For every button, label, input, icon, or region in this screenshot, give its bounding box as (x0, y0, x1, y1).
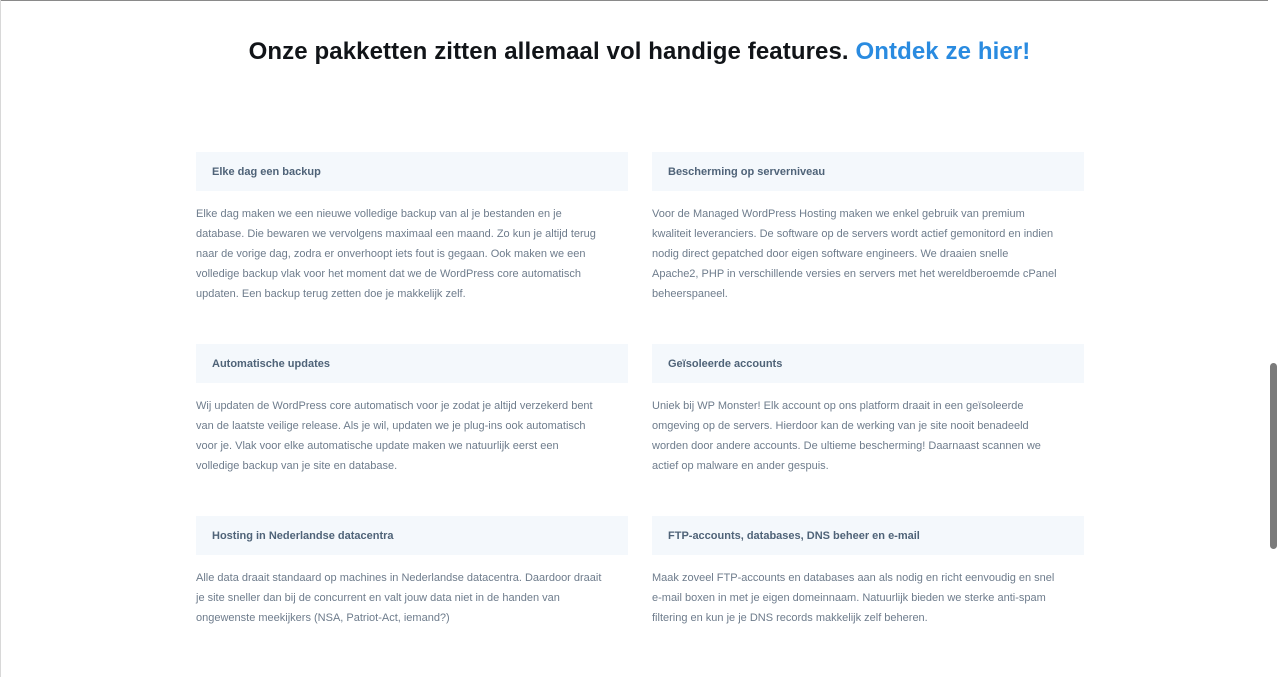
feature-title: Automatische updates (212, 357, 330, 370)
scrollbar-thumb[interactable] (1270, 363, 1277, 549)
feature-automatic-updates (196, 344, 628, 476)
feature-description: Wij updaten de WordPress core automatisch voor je zodat je altijd verzekerd bent van de laatste veilige release. Als je wil, updaten we je plug-ins ook automatisch voor je. Vlak voor elke automatische update maken we natuurlijk eerst een volledige backup van je site en database. (196, 400, 593, 472)
feature-server-protection (652, 152, 1084, 304)
feature-header (196, 516, 628, 555)
feature-header (652, 344, 1084, 383)
feature-header (196, 344, 628, 383)
window-top-border (0, 0, 1279, 1)
feature-daily-backup (196, 152, 628, 304)
feature-header (196, 152, 628, 191)
feature-dutch-datacenters (196, 516, 628, 628)
feature-title: Geïsoleerde accounts (668, 357, 783, 370)
feature-title: Bescherming op serverniveau (668, 165, 826, 178)
window-left-border (0, 0, 1, 677)
feature-description: Uniek bij WP Monster! Elk account op ons platform draait in een geïsoleerde omgeving op de servers. Hierdoor kan de werking van je site nooit benadeeld worden door andere accounts. De ultieme bescherming! Daarnaast scannen we actief op malware en ander gespuis. (652, 400, 1041, 472)
feature-header (652, 516, 1084, 555)
feature-title: Elke dag een backup (212, 165, 321, 178)
section-headline (0, 38, 1279, 66)
feature-description: Maak zoveel FTP-accounts en databases aan als nodig en richt eenvoudig en snel e-mail boxen in met je eigen domeinnaam. Natuurlijk bieden we sterke anti-spam filtering en kun je je DNS records makkelijk zelf beheren. (652, 572, 1055, 624)
feature-isolated-accounts (652, 344, 1084, 476)
discover-link[interactable]: Ontdek ze hier! (855, 38, 1031, 65)
feature-title: Hosting in Nederlandse datacentra (212, 529, 394, 542)
feature-description: Voor de Managed WordPress Hosting maken we enkel gebruik van premium kwaliteit leveranciers. De software op de servers wordt actief gemonitord en indien nodig direct gepatched door eigen software engineers. We draaien snelle Apache2, PHP in verschillende versies en servers met het wereldberoemde cPanel beheerspaneel. (652, 208, 1057, 300)
headline-text: Onze pakketten zitten allemaal vol handige features. (248, 38, 849, 65)
feature-description: Elke dag maken we een nieuwe volledige backup van al je bestanden en je database. Die bewaren we vervolgens maximaal een maand. Zo kun je altijd terug naar de vorige dag, zodra er onverhoopt iets fout is gegaan. Ook maken we een volledige backup vlak voor het moment dat we de WordPress core automatisch updaten. Een backup terug zetten doe je makkelijk zelf. (196, 208, 596, 300)
feature-ftp-databases-dns-email (652, 516, 1084, 628)
feature-header (652, 152, 1084, 191)
feature-description: Alle data draait standaard op machines in Nederlandse datacentra. Daardoor draait je site sneller dan bij de concurrent en valt jouw data niet in de handen van ongewenste meekijkers (NSA, Patriot-Act, iemand?) (196, 572, 602, 624)
scrollbar-track[interactable] (1268, 0, 1279, 677)
feature-title: FTP-accounts, databases, DNS beheer en e-mail (668, 529, 920, 542)
